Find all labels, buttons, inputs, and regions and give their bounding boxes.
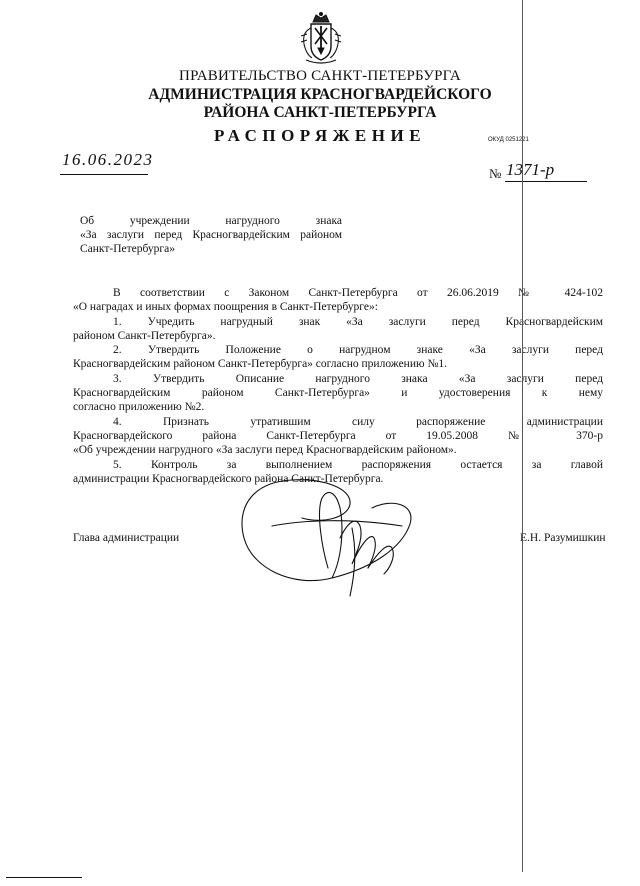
body-line: районом Санкт-Петербурга». — [73, 329, 216, 342]
date-underline — [60, 174, 148, 175]
body-line: согласно приложению №2. — [73, 401, 205, 414]
scan-fold-line — [522, 0, 523, 872]
document-type-title: РАСПОРЯЖЕНИЕ — [213, 126, 427, 145]
body-line: Красногвардейским районом Санкт-Петербурга» и удостоверения к нему — [73, 387, 603, 400]
body-line: администрации Красногвардейского района Санкт-Петербурга. — [73, 472, 384, 485]
administration-heading: АДМИНИСТРАЦИЯ КРАСНОГВАРДЕЙСКОГО — [148, 86, 492, 103]
handwritten-signature — [232, 468, 422, 603]
number-sign: № — [489, 166, 502, 181]
document-date: 16.06.2023 — [62, 150, 154, 169]
footer-rule — [6, 877, 82, 878]
body-line: 4. Признать утратившим силу распоряжение администрации — [113, 415, 603, 428]
body-line: «О наградах и иных формах поощрения в Санкт-Петербурге»: — [73, 301, 378, 314]
body-line: Красногвардейским районом Санкт-Петербурга» согласно приложению №1. — [73, 358, 448, 371]
signer-name: Е.Н. Разумишкин — [520, 532, 606, 544]
document-subject — [80, 214, 342, 256]
body-line: 1. Учредить нагрудный знак «За заслуги перед Красногвардейским — [113, 315, 603, 328]
document-number: 1371-р — [506, 160, 555, 179]
body-line: 2. Утвердить Положение о нагрудном знаке «За заслуги перед — [113, 344, 603, 357]
body-line: 3. Утвердить Описание нагрудного знака «За заслуги перед — [113, 372, 603, 385]
coat-of-arms-emblem — [298, 10, 344, 66]
body-line: В соответствии с Законом Санкт-Петербурга от 26.06.2019 № 424-102 — [113, 287, 603, 299]
subject-line: Об учреждении нагрудного знака — [80, 215, 342, 227]
body-line: 5. Контроль за выполнением распоряжения остается за главой — [113, 458, 603, 471]
subject-line: «За заслуги перед Красногвардейским районом — [80, 229, 342, 241]
body-line: Красногвардейского района Санкт-Петербурга от 19.05.2008 № 370-р — [73, 429, 603, 442]
number-underline — [505, 181, 587, 182]
signer-position: Глава администрации — [73, 532, 180, 544]
government-heading: ПРАВИТЕЛЬСТВО САНКТ-ПЕТЕРБУРГА — [179, 68, 461, 84]
body-line: «Об учреждении нагрудного «За заслуги перед Красногвардейским районом». — [73, 444, 457, 457]
district-heading: РАЙОНА САНКТ-ПЕТЕРБУРГА — [203, 104, 437, 121]
document-body — [73, 286, 603, 486]
okud-code: ОКУД 0251221 — [488, 137, 529, 143]
subject-line: Санкт-Петербурга» — [80, 243, 175, 255]
